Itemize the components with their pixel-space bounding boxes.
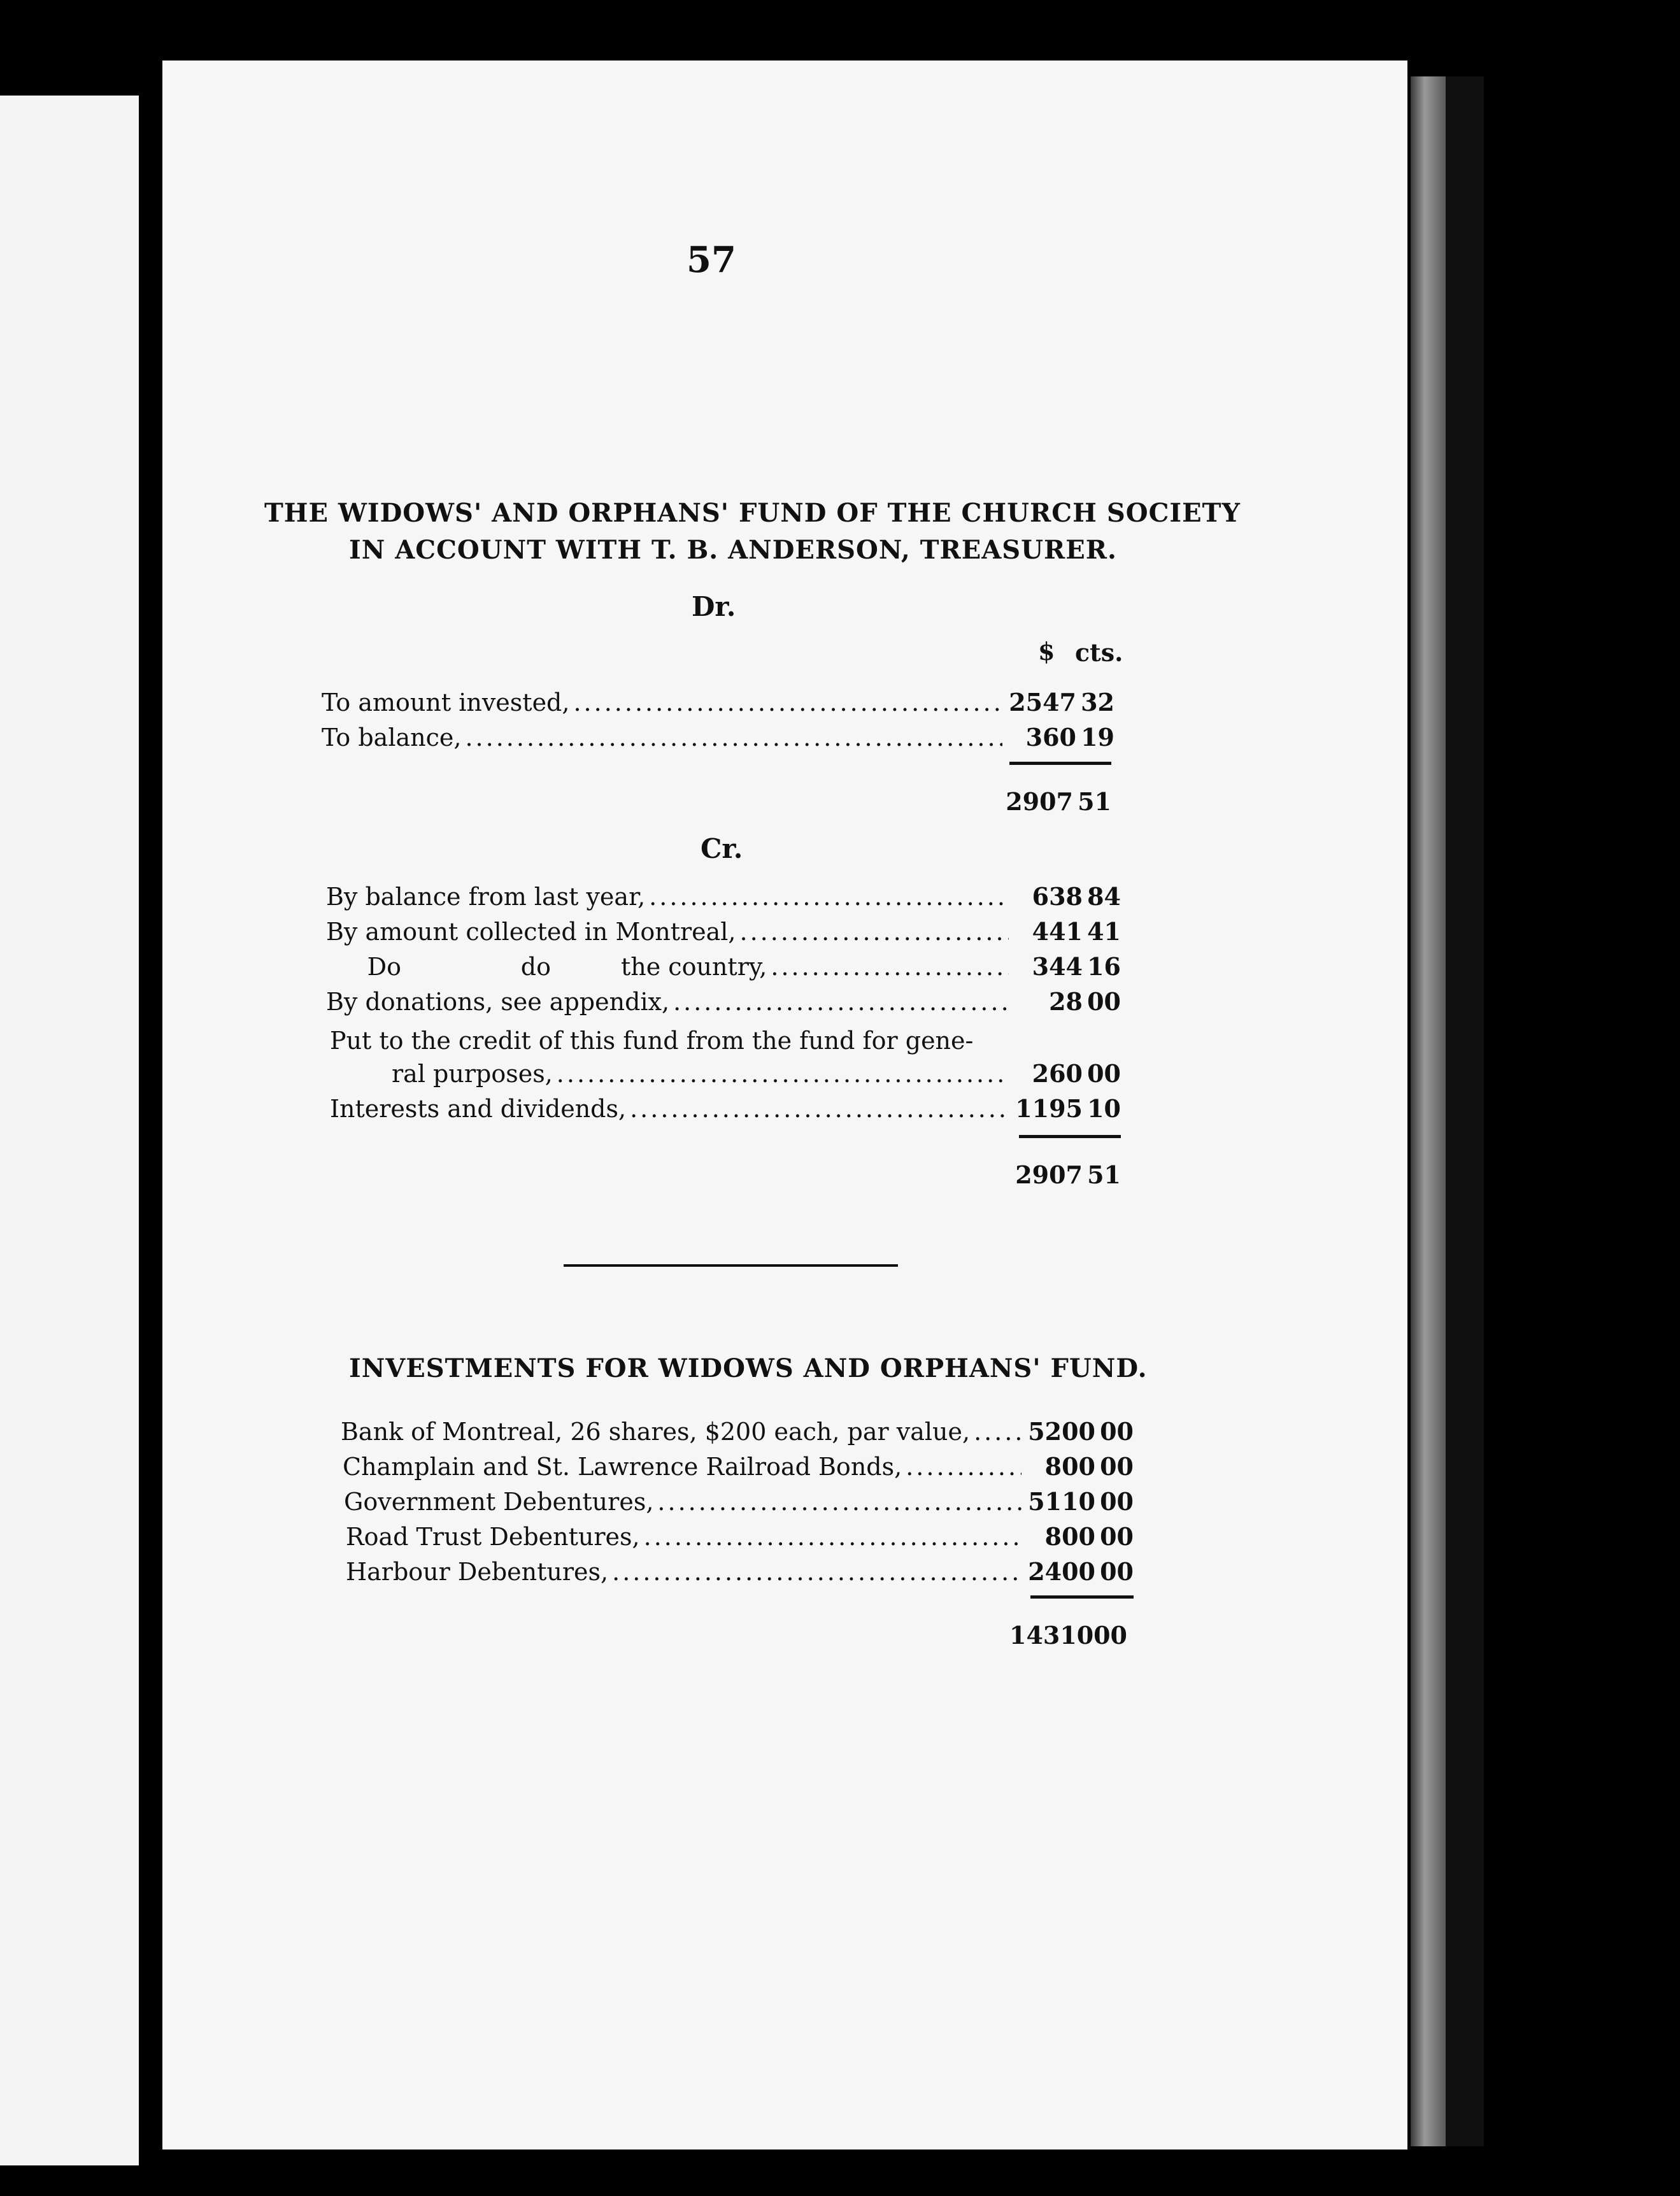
leader-dots [740, 918, 1009, 946]
dr-row-cents: 32 [1081, 688, 1114, 717]
section-divider [564, 1264, 898, 1267]
investment-row-dollars: 800 [1044, 1522, 1095, 1551]
cr-row-cents: 41 [1087, 917, 1121, 946]
investment-row [343, 1452, 1134, 1481]
investments-total-rule [1030, 1595, 1134, 1599]
cr-row-label: By balance from last year, [326, 883, 646, 911]
leader-dots [612, 1558, 1022, 1586]
dr-row-label: To amount invested, [322, 688, 570, 717]
investments-total-cents: 00 [1093, 1621, 1127, 1650]
cr-total-dollars: 2907 [1015, 1160, 1083, 1189]
investment-row-dollars: 2400 [1028, 1557, 1095, 1586]
cr-row-dollars: 1195 [1015, 1094, 1083, 1123]
investments-total [1009, 1621, 1127, 1650]
cr-row [326, 882, 1121, 911]
investments-total-dollars: 14310 [1009, 1621, 1094, 1650]
leader-dots [573, 688, 1002, 717]
cr-row [326, 917, 1121, 946]
dr-total-cents: 51 [1078, 787, 1111, 816]
cr-row-dollars: 344 [1032, 952, 1083, 981]
leader-dots [657, 1488, 1022, 1516]
investment-row-label: Harbour Debentures, [346, 1558, 609, 1586]
dr-total [1003, 787, 1111, 816]
cr-row [326, 987, 1121, 1016]
cr-row-cents: 10 [1087, 1094, 1121, 1123]
dr-total-rule [1009, 762, 1111, 765]
cents-header: cts. [1075, 638, 1123, 667]
book-binding-edge [1446, 76, 1484, 2146]
investment-row-label: Government Debentures, [344, 1488, 654, 1516]
cr-row-cents: 00 [1087, 987, 1121, 1016]
cr-row [330, 1094, 1121, 1123]
dr-row-dollars: 2547 [1009, 688, 1076, 717]
cr-row-dollars: 28 [1049, 987, 1083, 1016]
cr-row-cents: 84 [1087, 882, 1121, 911]
leader-dots [557, 1060, 1009, 1088]
leader-dots [649, 883, 1009, 911]
cr-row [326, 952, 1121, 981]
page-edge-strip [1411, 76, 1446, 2146]
cr-row-ditto: do [520, 953, 551, 981]
investment-row [346, 1522, 1134, 1551]
dr-row [322, 688, 1114, 717]
investment-row-dollars: 5200 [1028, 1417, 1095, 1446]
leader-dots [644, 1523, 1022, 1551]
cr-row-label: ral purposes, [392, 1060, 553, 1088]
leader-dots [974, 1418, 1022, 1446]
cr-row-label: the country, [621, 953, 767, 981]
cr-row-label-continued: Put to the credit of this fund from the fund for gene- [330, 1027, 974, 1055]
cr-row-dollars: 260 [1032, 1059, 1083, 1088]
dr-row-label: To balance, [322, 724, 462, 752]
investment-row [344, 1487, 1134, 1516]
leader-dots [465, 724, 1002, 752]
debit-label: Dr. [692, 591, 736, 622]
dr-row-dollars: 360 [1025, 723, 1076, 752]
investment-row-label: Bank of Montreal, 26 shares, $200 each, par value, [341, 1418, 971, 1446]
leader-dots [673, 988, 1009, 1016]
cr-row-cents: 16 [1087, 952, 1121, 981]
page-number: 57 [687, 239, 736, 281]
investments-title: INVESTMENTS FOR WIDOWS AND ORPHANS' FUND. [349, 1353, 1148, 1383]
dr-row-cents: 19 [1081, 723, 1114, 752]
account-title-line1: THE WIDOWS' AND ORPHANS' FUND OF THE CHURCH SOCIETY [264, 498, 1241, 528]
cr-row-label: By amount collected in Montreal, [326, 918, 736, 946]
cr-row [392, 1059, 1121, 1088]
investment-row-cents: 00 [1100, 1452, 1134, 1481]
cr-total-cents: 51 [1087, 1160, 1121, 1189]
cr-total [1013, 1160, 1121, 1189]
cr-row-label: By donations, see appendix, [326, 988, 670, 1016]
cr-row-dollars: 441 [1032, 917, 1083, 946]
book-gutter [139, 102, 164, 2159]
investment-row-dollars: 5110 [1028, 1487, 1095, 1516]
dollars-header: $ [1038, 637, 1055, 666]
credit-label: Cr. [701, 833, 743, 864]
investment-row-cents: 00 [1100, 1487, 1134, 1516]
cr-row-dollars: 638 [1032, 882, 1083, 911]
investment-row [346, 1557, 1134, 1586]
investment-row-label: Road Trust Debentures, [346, 1523, 640, 1551]
cr-total-rule [1019, 1135, 1121, 1138]
dr-row [322, 723, 1114, 752]
cr-row-ditto: Do [367, 953, 401, 981]
left-page-edge [0, 96, 139, 2165]
investment-row-cents: 00 [1100, 1557, 1134, 1586]
investment-row-cents: 00 [1100, 1417, 1134, 1446]
investment-row-label: Champlain and St. Lawrence Railroad Bonds, [343, 1453, 902, 1481]
leader-dots [630, 1095, 1009, 1123]
cr-row-cents: 00 [1087, 1059, 1121, 1088]
account-title-line2: IN ACCOUNT WITH T. B. ANDERSON, TREASURER. [349, 535, 1117, 565]
leader-dots [771, 953, 1009, 981]
leader-dots [906, 1453, 1022, 1481]
cr-row-label: Interests and dividends, [330, 1095, 627, 1123]
investment-row-cents: 00 [1100, 1522, 1134, 1551]
investment-row [341, 1417, 1134, 1446]
dr-total-dollars: 2907 [1006, 787, 1073, 816]
investment-row-dollars: 800 [1044, 1452, 1095, 1481]
